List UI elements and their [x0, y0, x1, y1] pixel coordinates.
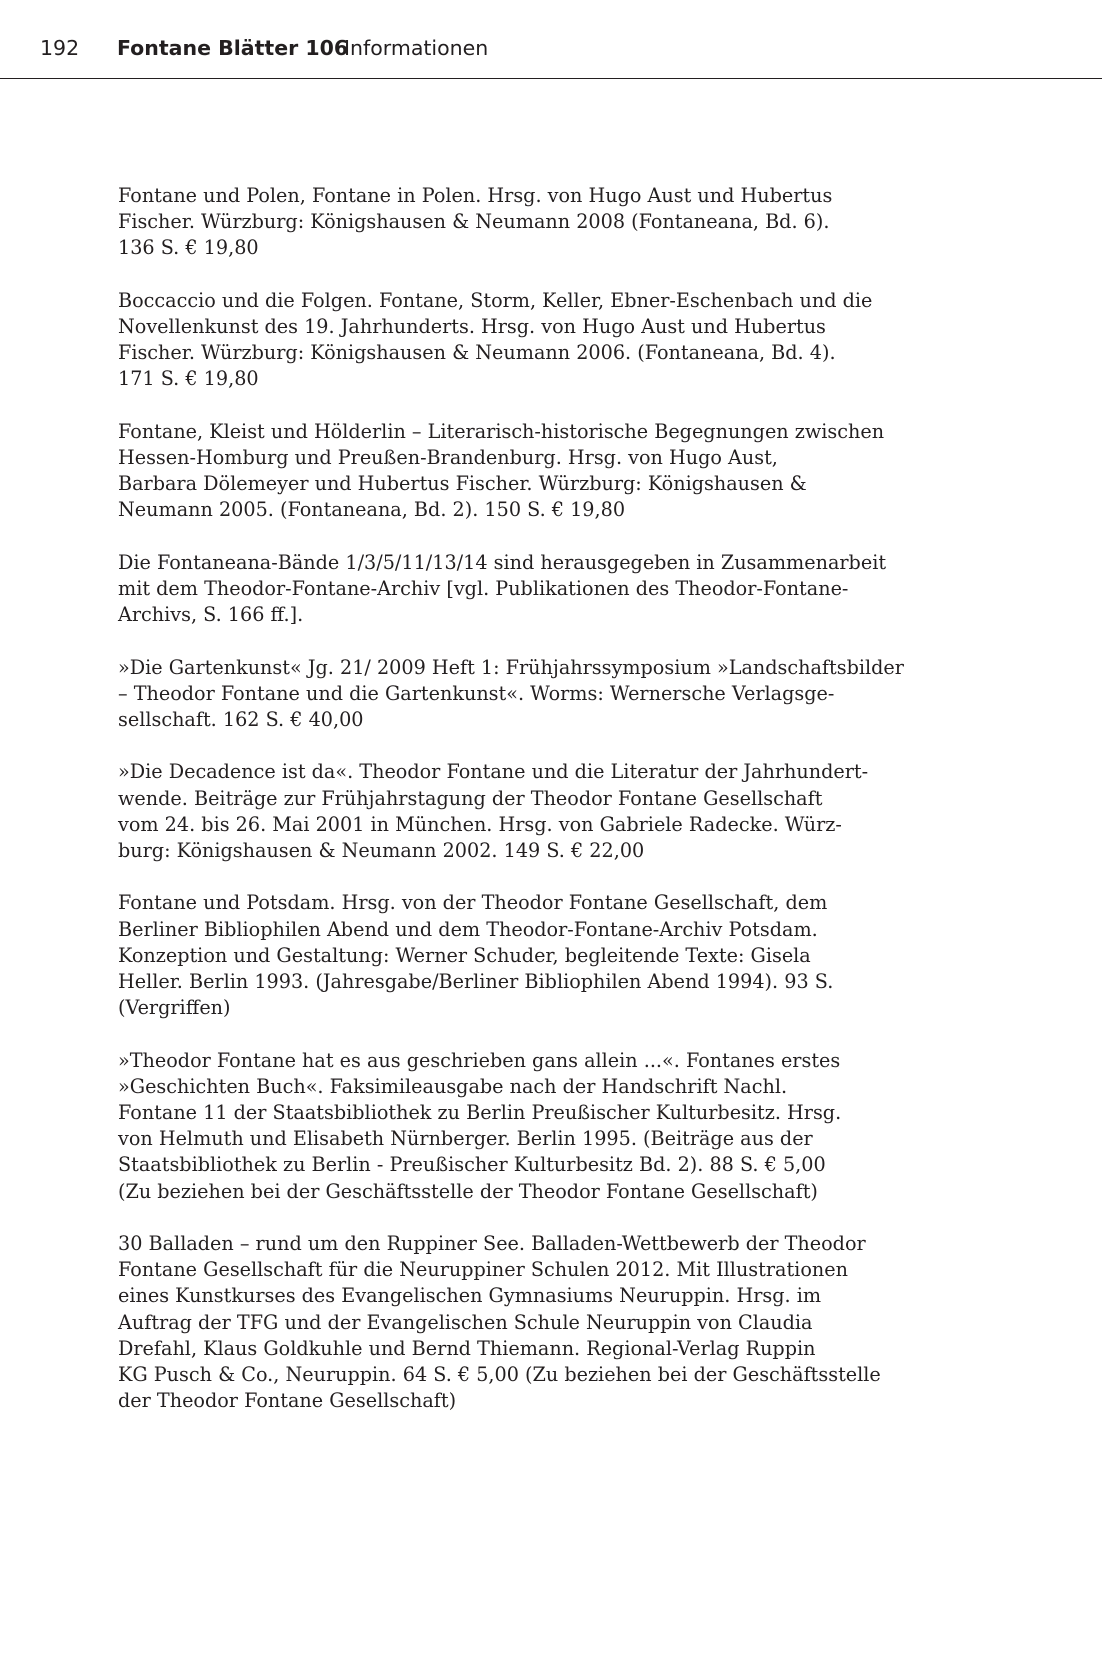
entry-line: Konzeption und Gestaltung: Werner Schuder, begleitende Texte: Gisela: [118, 943, 811, 967]
section-title: Informationen: [344, 36, 489, 60]
entry-line: KG Pusch & Co., Neuruppin. 64 S. € 5,00 (Zu beziehen bei der Geschäftsstelle: [118, 1363, 881, 1387]
entry-line: 171 S. € 19,80: [118, 367, 259, 391]
entry-line: Fontane 11 der Staatsbibliothek zu Berlin Preußischer Kulturbesitz. Hrsg.: [118, 1101, 842, 1124]
entry-line: Novellenkunst des 19. Jahrhunderts. Hrsg. von Hugo Aust und Hubertus: [118, 315, 826, 338]
entry-line: »Theodor Fontane hat es aus geschrieben gans allein ...«. Fontanes erstes: [118, 1048, 841, 1072]
entry-line: Berliner Bibliophilen Abend und dem Theodor-Fontane-Archiv Potsdam.: [118, 917, 818, 941]
entry-line: vom 24. bis 26. Mai 2001 in München. Hrsg. von Gabriele Radecke. Würz-: [118, 812, 842, 836]
note-paragraph: [118, 550, 998, 629]
bibliography-entry: [118, 759, 998, 864]
entry-line: »Geschichten Buch«. Faksimileausgabe nach der Handschrift Nachl.: [118, 1074, 788, 1098]
entry-line: 30 Balladen – rund um den Ruppiner See. Balladen-Wettbewerb der Theodor: [118, 1232, 866, 1255]
bibliography-entry: [118, 1048, 998, 1205]
entry-line: »Die Decadence ist da«. Theodor Fontane und die Literatur der Jahrhundert-: [118, 760, 869, 784]
bibliography-entry: [118, 419, 998, 524]
bibliography-entry: [118, 1231, 998, 1414]
bibliography-entry: [118, 288, 998, 393]
bibliography-entry: [118, 655, 998, 734]
entry-line: 136 S. € 19,80: [118, 236, 259, 260]
entry-line: Staatsbibliothek zu Berlin - Preußischer Kulturbesitz Bd. 2). 88 S. € 5,00: [118, 1153, 826, 1177]
entry-line: Fontane und Polen, Fontane in Polen. Hrsg. von Hugo Aust und Hubertus: [118, 184, 833, 207]
entry-line: (Vergriffen): [118, 996, 231, 1020]
entry-line: mit dem Theodor-Fontane-Archiv [vgl. Publikationen des Theodor-Fontane-: [118, 577, 849, 600]
entry-line: Fontane und Potsdam. Hrsg. von der Theodor Fontane Gesellschaft, dem: [118, 891, 828, 915]
entry-line: »Die Gartenkunst« Jg. 21/ 2009 Heft 1: Frühjahrssymposium »Landschaftsbilder: [118, 655, 904, 679]
entry-line: Fischer. Würzburg: Königshausen & Neumann 2006. (Fontaneana, Bd. 4).: [118, 341, 836, 365]
entry-line: (Zu beziehen bei der Geschäftsstelle der Theodor Fontane Gesellschaft): [118, 1179, 818, 1203]
journal-title: Fontane Blätter 106: [117, 36, 349, 60]
entry-line: der Theodor Fontane Gesellschaft): [118, 1389, 457, 1413]
bibliography-entry: [118, 183, 998, 262]
entry-line: von Helmuth und Elisabeth Nürnberger. Berlin 1995. (Beiträge aus der: [118, 1127, 813, 1151]
entry-line: sellschaft. 162 S. € 40,00: [118, 708, 364, 731]
entry-line: burg: Königshausen & Neumann 2002. 149 S. € 22,00: [118, 839, 645, 862]
entry-line: Heller. Berlin 1993. (Jahresgabe/Berliner Bibliophilen Abend 1994). 93 S.: [118, 970, 834, 993]
entry-line: Fischer. Würzburg: Königshausen & Neumann 2008 (Fontaneana, Bd. 6).: [118, 210, 830, 234]
page-number: 192: [40, 36, 80, 60]
page-header: [0, 0, 1102, 79]
entry-line: – Theodor Fontane und die Gartenkunst«. Worms: Wernersche Verlagsge-: [118, 681, 835, 705]
entry-line: Die Fontaneana-Bände 1/3/5/11/13/14 sind herausgegeben in Zusammenarbeit: [118, 550, 887, 574]
entry-line: Drefahl, Klaus Goldkuhle und Bernd Thiemann. Regional-Verlag Ruppin: [118, 1336, 816, 1360]
entry-line: Fontane Gesellschaft für die Neuruppiner Schulen 2012. Mit Illustrationen: [118, 1258, 848, 1282]
entry-line: Auftrag der TFG und der Evangelischen Schule Neuruppin von Claudia: [118, 1310, 813, 1334]
entry-line: eines Kunstkurses des Evangelischen Gymnasiums Neuruppin. Hrsg. im: [118, 1284, 822, 1308]
entry-line: Fontane, Kleist und Hölderlin – Literarisch-historische Begegnungen zwischen: [118, 419, 885, 443]
bibliography-list: [118, 183, 998, 1441]
bibliography-entry: [118, 890, 998, 1021]
entry-line: Neumann 2005. (Fontaneana, Bd. 2). 150 S. € 19,80: [118, 498, 626, 522]
entry-line: Barbara Dölemeyer und Hubertus Fischer. Würzburg: Königshausen &: [118, 472, 807, 496]
entry-line: Hessen-Homburg und Preußen-Brandenburg. Hrsg. von Hugo Aust,: [118, 446, 778, 469]
entry-line: wende. Beiträge zur Frühjahrstagung der Theodor Fontane Gesellschaft: [118, 786, 823, 810]
entry-line: Archivs, S. 166 ff.].: [118, 603, 304, 627]
entry-line: Boccaccio und die Folgen. Fontane, Storm, Keller, Ebner-Eschenbach und die: [118, 288, 873, 312]
